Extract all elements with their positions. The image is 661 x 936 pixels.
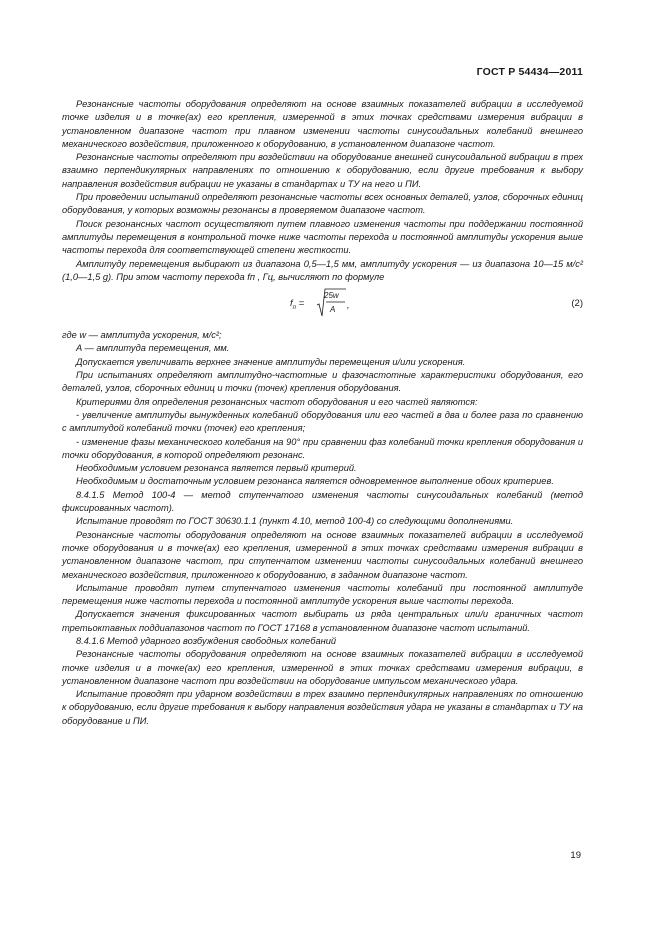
formula-number: (2) bbox=[571, 298, 583, 310]
formula-transition-frequency bbox=[62, 287, 583, 321]
paragraph: Необходимым условием резонанса является первый критерий. bbox=[76, 463, 357, 474]
section-heading: 8.4.1.5 Метод 100-4 — метод ступенчатого изменения частоты синусоидальных колебаний (метод фиксированных частот). bbox=[62, 489, 583, 514]
paragraph: Допускается увеличивать верхнее значение амплитуды перемещения и/или ускорения. bbox=[76, 356, 466, 367]
where-line: где w — амплитуда ускорения, м/с²; bbox=[62, 330, 222, 341]
page-number: 19 bbox=[570, 850, 581, 861]
paragraph: Поиск резонансных частот осуществляют путем плавного изменения частоты при поддержании постоянной амплитуды перемещения в контрольной точке ниже частоты перехода и постоянной амплитуды ускорения выше частоты перехода для соответствующей степени жесткости. bbox=[62, 218, 583, 256]
paragraph: При испытаниях определяют амплитудно-частотные и фазочастотные характеристики оборудования, его деталей, узлов, сборочных единиц и точки (точек) крепления оборудования. bbox=[62, 370, 583, 394]
list-item: - увеличение амплитуды вынужденных колебаний оборудования или его частей в два и более раза по сравнению с амплитудой колебаний точки (точек) его крепления; bbox=[62, 409, 583, 434]
paragraph: Допускается значения фиксированных частот выбирать из ряда центральных или/и граничных частот третьоктавных поддиапазонов частот по ГОСТ 17168 в установленном диапазоне частот испытаний. bbox=[62, 609, 583, 633]
list-item: - изменение фазы механического колебания на 90° при сравнении фаз колебаний точки крепления оборудования и точки оборудования, в которой определяют резонанс. bbox=[62, 436, 583, 460]
formula-denominator: A bbox=[330, 305, 336, 315]
paragraph: Резонансные частоты оборудования определяют на основе взаимных показателей вибрации в исследуемой точке изделия и в точке(ах) его крепления, измеренной в этих точках средствами измерения вибрации, в установленном диапазоне частот при воздействии на оборудование импульсом механического удара. bbox=[62, 649, 583, 686]
paragraph: Резонансные частоты оборудования определяют на основе взаимных показателей вибрации в исследуемой точке оборудования и в точке(ах) его крепления, измеренной в этих точках средствами измерения вибрации в установленном диапазоне частот, при ступенчатом изменении частоты синусоидальных колебаний внешнего механического воздействия, приложенного к оборудованию, в заданном диапазоне частот. bbox=[62, 529, 583, 580]
paragraph: Испытание проводят при ударном воздействии в трех взаимно перпендикулярных направлениях по отношению к оборудованию, если другие требования к выбору направления воздействия удара не указаны в стандартах и ТУ на оборудование и ПИ. bbox=[62, 689, 583, 726]
paragraph: Необходимым и достаточным условием резонанса является одновременное выполнение обоих критериев. bbox=[76, 476, 554, 487]
paragraph: При проведении испытаний определяют резонансные частоты всех основных деталей, узлов, сборочных единиц оборудования, у которых возможны резонансы в проверяемом диапазоне частот. bbox=[62, 192, 583, 216]
where-line: A — амплитуда перемещения, мм. bbox=[76, 343, 230, 354]
paragraph: Резонансные частоты оборудования определяют на основе взаимных показателей вибрации в исследуемой точке изделия и в точке(ах) его крепления, измеренной в этих точках средствами измерения вибрации в установленном диапазоне частот при плавном изменении частоты синусоидальных колебаний внешнего механического воздействия, приложенного к оборудованию, в установленном диапазоне частот. bbox=[62, 99, 583, 149]
section-heading: 8.4.1.6 Метод ударного возбуждения свободных колебаний bbox=[76, 635, 337, 646]
paragraph: Резонансные частоты определяют при воздействии на оборудование внешней синусоидальной вибрации в трех взаимно перпендикулярных направлениях по отношению к оборудованию, если другие требования к выбору направления воздействия вибрации не указаны в стандартах и ТУ на него и ПИ. bbox=[62, 152, 583, 189]
paragraph: Испытание проводят путем ступенчатого изменения частоты колебаний при постоянной амплитуде перемещения ниже частоты перехода и постоянной амплитуде ускорения выше частоты перехода. bbox=[62, 582, 583, 607]
document-code-header: ГОСТ Р 54434—2011 bbox=[476, 66, 583, 78]
paragraph: Амплитуду перемещения выбирают из диапазона 0,5—1,5 мм, амплитуду ускорения — из диапазона 10—15 м/с² (1,0—1,5 g). При этом частоту перехода fп , Гц, вычисляют по формуле bbox=[62, 258, 583, 282]
document-body bbox=[62, 98, 583, 728]
formula-numerator: 25w bbox=[324, 291, 339, 301]
formula-lhs: $f_п$ = bbox=[290, 298, 305, 312]
formula-comma: , bbox=[347, 300, 350, 311]
paragraph: Испытание проводят по ГОСТ 30630.1.1 (пункт 4.10, метод 100-4) со следующими дополнениями. bbox=[76, 516, 514, 527]
paragraph: Критериями для определения резонансных частот оборудования и его частей являются: bbox=[76, 396, 478, 407]
